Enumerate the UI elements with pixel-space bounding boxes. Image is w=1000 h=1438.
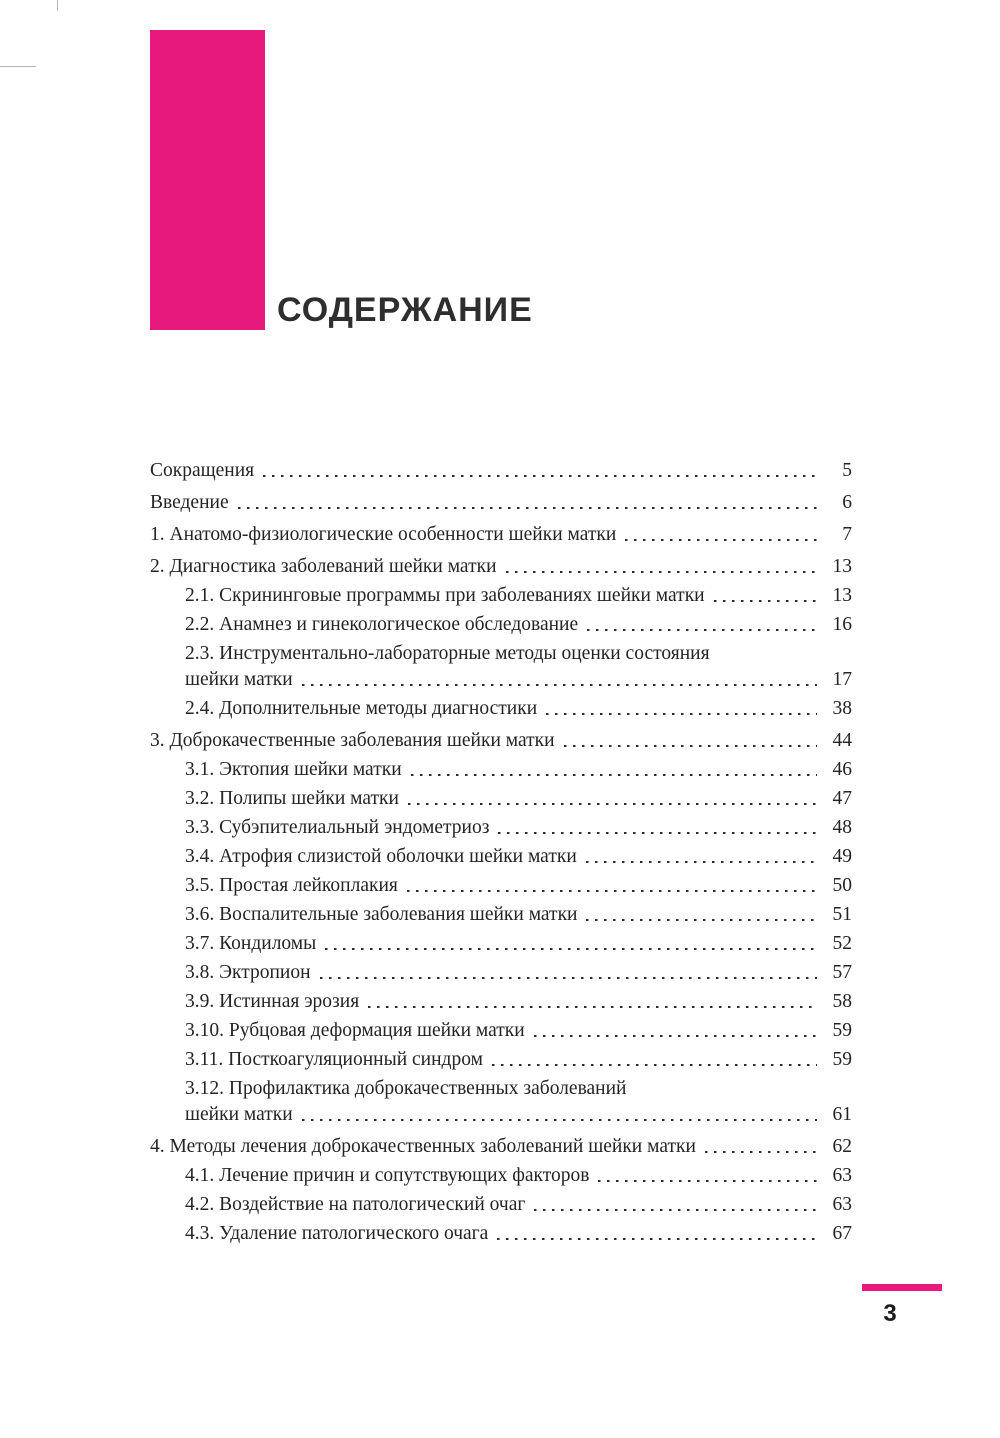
toc-entry-page: 38 [832, 698, 852, 719]
toc-entry [150, 458, 852, 483]
toc-entry-page: 67 [832, 1223, 852, 1244]
toc-entry [150, 844, 852, 869]
toc-entry [150, 1102, 852, 1127]
toc-entry-page: 63 [832, 1165, 852, 1186]
toc-entry-page: 51 [832, 904, 852, 925]
toc-entry-page: 44 [832, 730, 852, 751]
dot-leader [586, 919, 817, 921]
toc-entry [150, 931, 852, 956]
dot-leader [498, 832, 817, 834]
toc-entry [150, 728, 852, 753]
chapter-accent-block [150, 30, 265, 330]
toc-entry [150, 1221, 852, 1246]
toc-entry-title: Сокращения [150, 460, 255, 481]
toc-entry [150, 1018, 852, 1043]
toc-entry-title: 3.6. Воспалительные заболевания шейки матки [185, 904, 578, 925]
toc-entry-title: шейки матки [185, 1104, 293, 1125]
dot-leader [534, 1035, 817, 1037]
dot-leader [625, 539, 817, 541]
toc-entry [150, 667, 852, 692]
dot-leader [564, 745, 817, 747]
toc-entry-title: 3. Доброкачественные заболевания шейки матки [150, 730, 555, 751]
toc-entry-title: 3.7. Кондиломы [185, 933, 317, 954]
dot-leader [320, 977, 817, 979]
toc-entry [150, 1192, 852, 1217]
toc-entry [150, 1163, 852, 1188]
dot-leader [714, 600, 817, 602]
toc-entry-page: 57 [832, 962, 852, 983]
toc-entry [150, 522, 852, 547]
dot-leader [411, 774, 817, 776]
dot-leader [368, 1006, 817, 1008]
toc-entry-page: 59 [832, 1020, 852, 1041]
toc-entry [150, 902, 852, 927]
toc-entry-page: 47 [832, 788, 852, 809]
toc-entry-title: 4. Методы лечения доброкачественных заболеваний шейки матки [150, 1136, 696, 1157]
toc-entry-title: 1. Анатомо-физиологические особенности шейки матки [150, 524, 617, 545]
toc-entry [150, 989, 852, 1014]
dot-leader [497, 1238, 817, 1240]
toc-entry-title: шейки матки [185, 669, 293, 690]
toc-entry-page: 58 [832, 991, 852, 1012]
toc-entry-page: 13 [832, 556, 852, 577]
dot-leader [586, 861, 817, 863]
toc-entry [150, 786, 852, 811]
dot-leader [598, 1180, 817, 1182]
toc-entry-page: 52 [832, 933, 852, 954]
dot-leader [325, 948, 817, 950]
page-title: СОДЕРЖАНИЕ [277, 291, 533, 329]
toc-entry-page: 16 [832, 614, 852, 635]
toc-entry-page: 59 [832, 1049, 852, 1070]
toc-entry-page: 63 [832, 1194, 852, 1215]
dot-leader [506, 571, 817, 573]
toc-entry-page: 49 [832, 846, 852, 867]
dot-leader [238, 507, 817, 509]
dot-leader [408, 803, 817, 805]
toc-entry [150, 815, 852, 840]
toc-entry [150, 583, 852, 608]
toc-entry-title: 3.4. Атрофия слизистой оболочки шейки матки [185, 846, 577, 867]
toc-entry-page: 7 [842, 524, 852, 545]
toc-entry-title: Введение [150, 492, 229, 513]
toc-entry [150, 554, 852, 579]
toc-entry-title: 2.4. Дополнительные методы диагностики [185, 698, 538, 719]
toc-entry-title: 2. Диагностика заболеваний шейки матки [150, 556, 497, 577]
toc-entry [150, 1076, 852, 1101]
toc-entry-page: 6 [842, 492, 852, 513]
table-of-contents [150, 458, 852, 1250]
toc-entry [150, 757, 852, 782]
toc-entry-page: 17 [832, 669, 852, 690]
toc-entry-page: 46 [832, 759, 852, 780]
toc-entry [150, 1047, 852, 1072]
toc-entry-page: 62 [832, 1136, 852, 1157]
toc-entry-page: 61 [832, 1104, 852, 1125]
toc-entry [150, 641, 852, 666]
toc-entry-title: 3.2. Полипы шейки матки [185, 788, 399, 809]
toc-entry-title: 4.1. Лечение причин и сопутствующих факторов [185, 1165, 590, 1186]
page-number: 3 [883, 1300, 897, 1327]
toc-entry [150, 696, 852, 721]
toc-entry-title: 3.8. Эктропион [185, 962, 311, 983]
toc-entry [150, 960, 852, 985]
toc-entry [150, 490, 852, 515]
dot-leader [302, 684, 817, 686]
dot-leader [407, 890, 817, 892]
crop-mark-vertical [57, 0, 58, 11]
toc-entry [150, 873, 852, 898]
toc-entry-page: 13 [832, 585, 852, 606]
toc-entry-title: 3.5. Простая лейкоплакия [185, 875, 398, 896]
toc-entry-title: 3.1. Эктопия шейки матки [185, 759, 402, 780]
toc-entry-page: 5 [842, 460, 852, 481]
toc-entry-page: 48 [832, 817, 852, 838]
toc-entry-title: 3.12. Профилактика доброкачественных заболеваний [185, 1078, 627, 1099]
crop-mark-horizontal [0, 66, 36, 67]
toc-entry-title: 3.11. Посткоагуляционный синдром [185, 1049, 483, 1070]
toc-entry [150, 1134, 852, 1159]
toc-entry-title: 2.1. Скрининговые программы при заболеваниях шейки матки [185, 585, 705, 606]
dot-leader [263, 475, 817, 477]
toc-entry-title: 3.9. Истинная эрозия [185, 991, 360, 1012]
toc-entry-title: 4.3. Удаление патологического очага [185, 1223, 489, 1244]
toc-entry [150, 612, 852, 637]
toc-entry-title: 3.10. Рубцовая деформация шейки матки [185, 1020, 525, 1041]
toc-entry-title: 2.3. Инструментально-лабораторные методы оценки состояния [185, 643, 710, 664]
dot-leader [546, 713, 817, 715]
toc-entry-page: 50 [832, 875, 852, 896]
dot-leader [705, 1151, 817, 1153]
dot-leader [534, 1209, 817, 1211]
toc-entry-title: 4.2. Воздействие на патологический очаг [185, 1194, 526, 1215]
dot-leader [587, 629, 817, 631]
dot-leader [302, 1119, 817, 1121]
footer-accent-bar [862, 1284, 942, 1291]
toc-entry-title: 3.3. Субэпителиальный эндометриоз [185, 817, 490, 838]
dot-leader [492, 1064, 817, 1066]
toc-entry-title: 2.2. Анамнез и гинекологическое обследование [185, 614, 579, 635]
